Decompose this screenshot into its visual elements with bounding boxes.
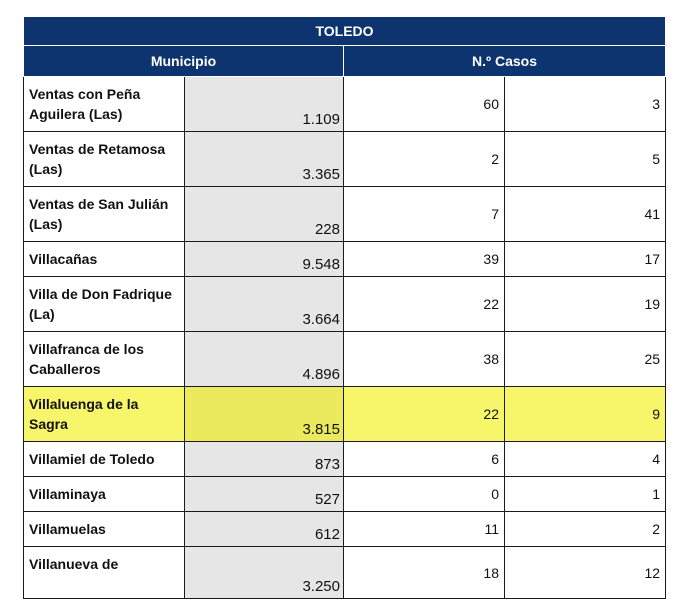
population-value: 228 [314, 221, 340, 238]
table-row [24, 332, 666, 387]
cases-value-b: 19 [505, 277, 666, 332]
municipio-name: Villamiel de Toledo [24, 442, 185, 477]
cases-value-a: 6 [344, 442, 505, 477]
cases-value-b: 3 [505, 77, 666, 132]
cases-value-a: 2 [344, 132, 505, 187]
table-title: TOLEDO [24, 17, 666, 46]
cases-value-b: 4 [505, 442, 666, 477]
cases-value-b: 12 [505, 547, 666, 599]
data-table-container [23, 16, 665, 599]
cases-value-b: 41 [505, 187, 666, 242]
cases-value-a: 7 [344, 187, 505, 242]
cases-value-a: 11 [344, 512, 505, 547]
header-casos: N.º Casos [344, 46, 666, 77]
cases-value-a: 22 [344, 387, 505, 442]
cases-table [23, 16, 666, 599]
municipio-name: Villacañas [24, 242, 185, 277]
population-cell [185, 477, 344, 512]
cases-value-b: 17 [505, 242, 666, 277]
table-row [24, 387, 666, 442]
cases-value-b: 25 [505, 332, 666, 387]
municipio-name: Ventas de San Julián (Las) [24, 187, 185, 242]
population-value: 527 [314, 491, 340, 508]
table-row [24, 242, 666, 277]
population-value: 3.250 [302, 578, 340, 595]
population-value: 3.664 [302, 311, 340, 328]
table-row [24, 442, 666, 477]
cases-value-a: 18 [344, 547, 505, 599]
population-cell [185, 387, 344, 442]
population-value: 612 [314, 526, 340, 543]
municipio-name: Villaluenga de la Sagra [24, 387, 185, 442]
table-row [24, 547, 666, 599]
population-cell [185, 442, 344, 477]
table-body [24, 77, 666, 599]
table-row [24, 132, 666, 187]
municipio-name: Villa de Don Fadrique (La) [24, 277, 185, 332]
population-cell [185, 77, 344, 132]
table-row [24, 77, 666, 132]
table-row [24, 477, 666, 512]
cases-value-b: 1 [505, 477, 666, 512]
population-cell [185, 547, 344, 599]
cases-value-b: 2 [505, 512, 666, 547]
municipio-name: Villamuelas [24, 512, 185, 547]
population-cell [185, 187, 344, 242]
municipio-name: Villafranca de los Caballeros [24, 332, 185, 387]
cases-value-a: 38 [344, 332, 505, 387]
cases-value-a: 60 [344, 77, 505, 132]
cases-value-b: 5 [505, 132, 666, 187]
cases-value-a: 0 [344, 477, 505, 512]
population-cell [185, 512, 344, 547]
header-municipio: Municipio [24, 46, 344, 77]
population-value: 3.365 [302, 166, 340, 183]
table-row [24, 512, 666, 547]
cases-value-a: 39 [344, 242, 505, 277]
population-cell [185, 132, 344, 187]
population-value: 9.548 [302, 256, 340, 273]
population-value: 4.896 [302, 366, 340, 383]
municipio-name: Ventas con Peña Aguilera (Las) [24, 77, 185, 132]
cases-value-a: 22 [344, 277, 505, 332]
cases-value-b: 9 [505, 387, 666, 442]
population-value: 3.815 [302, 421, 340, 438]
population-value: 1.109 [302, 111, 340, 128]
table-row [24, 187, 666, 242]
municipio-name: Villanueva de [24, 547, 185, 599]
municipio-name: Ventas de Retamosa (Las) [24, 132, 185, 187]
population-value: 873 [314, 456, 340, 473]
table-row [24, 277, 666, 332]
population-cell [185, 332, 344, 387]
municipio-name: Villaminaya [24, 477, 185, 512]
population-cell [185, 277, 344, 332]
population-cell [185, 242, 344, 277]
